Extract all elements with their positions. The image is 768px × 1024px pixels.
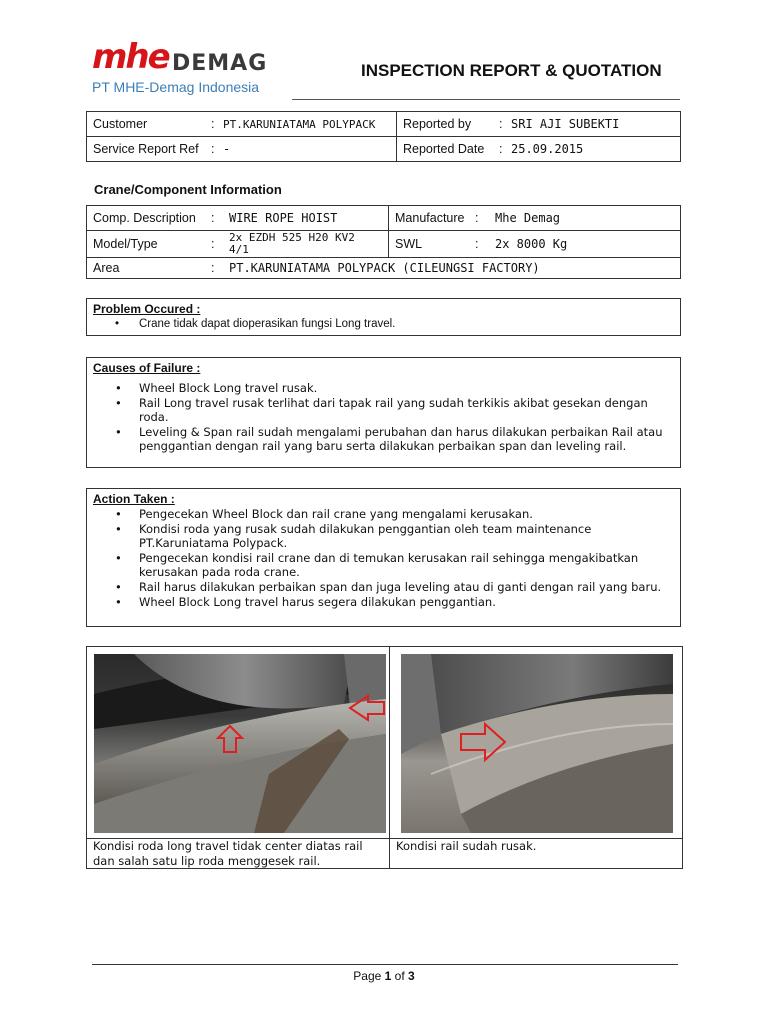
problem-list <box>93 317 674 332</box>
reported-by-label: Reported by <box>403 117 472 131</box>
reported-date-cell: Reported Date : 25.09.2015 <box>397 137 681 162</box>
comp-description-label: Comp. Description <box>93 211 196 225</box>
list-item: • Pengecekan Wheel Block dan rail crane yang mengalami kerusakan. <box>93 507 674 522</box>
model-type-value-line2: 4/1 <box>229 243 249 256</box>
photo-damaged-rail <box>401 654 673 833</box>
list-item: • Pengecekan kondisi rail crane dan di temukan kerusakan rail sehingga mengakibatkan kerusakan pada roda crane. <box>93 551 674 580</box>
action-box <box>86 488 681 627</box>
reported-date-value: 25.09.2015 <box>511 142 584 156</box>
customer-label: Customer <box>93 117 148 131</box>
photo-wheel-rail-image <box>94 654 386 833</box>
model-type-value-line1: 2x EZDH 525 H20 KV2 <box>229 231 355 244</box>
list-item: • Wheel Block Long travel harus segera dilakukan penggantian. <box>93 595 674 610</box>
comp-description-cell: Comp. Description : WIRE ROPE HOIST <box>87 206 389 231</box>
service-ref-value: - <box>223 142 231 156</box>
report-info-table <box>86 111 681 162</box>
demag-logo: DEMAG <box>172 51 268 76</box>
causes-box <box>86 357 681 468</box>
list-item: • Kondisi roda yang rusak sudah dilakukan penggantian oleh team maintenance PT.Karuniatama Polypack. <box>93 522 674 551</box>
reported-by-cell: Reported by : SRI AJI SUBEKTI <box>397 112 681 137</box>
list-item: • Crane tidak dapat dioperasikan fungsi Long travel. <box>93 317 674 332</box>
mhe-logo: mhe <box>92 37 169 77</box>
problem-box <box>86 298 681 336</box>
list-item: • Rail Long travel rusak terlihat dari tapak rail yang sudah terkikis akibat gesekan dengan roda. <box>93 396 674 425</box>
section-title-crane-info: Crane/Component Information <box>94 182 282 197</box>
list-item: • Leveling & Span rail sudah mengalami perubahan dan harus dilakukan perbaikan Rail atau penggantian dengan rail yang baru serta dilakukan perbaikan span dan leveling rail. <box>93 425 674 454</box>
reported-by-value: SRI AJI SUBEKTI <box>511 117 620 131</box>
swl-label: SWL <box>395 237 423 251</box>
causes-list <box>93 381 674 454</box>
causes-title: Causes of Failure : <box>93 361 201 375</box>
area-value: PT.KARUNIATAMA POLYPACK (CILEUNGSI FACTORY) <box>229 261 540 275</box>
problem-title: Problem Occured : <box>93 302 201 316</box>
page-number: Page 1 of 3 <box>353 969 415 983</box>
crane-info-table <box>86 205 681 279</box>
swl-value: 2x 8000 Kg <box>495 237 568 251</box>
list-item: • Wheel Block Long travel rusak. <box>93 381 674 396</box>
model-type-label: Model/Type <box>93 237 158 251</box>
manufacture-cell: Manufacture : Mhe Demag <box>389 206 681 231</box>
swl-cell: SWL : 2x 8000 Kg <box>389 231 681 258</box>
caption-right: Kondisi rail sudah rusak. <box>396 839 537 853</box>
company-name: PT MHE-Demag Indonesia <box>92 79 260 95</box>
photo-wheel-rail <box>94 654 386 833</box>
area-cell: Area : PT.KARUNIATAMA POLYPACK (CILEUNGSI FACTORY) <box>87 258 681 279</box>
reported-date-label: Reported Date <box>403 142 485 156</box>
list-item: • Rail harus dilakukan perbaikan span dan juga leveling atau di ganti dengan rail yang baru. <box>93 580 674 595</box>
page-title: INSPECTION REPORT & QUOTATION <box>361 61 662 80</box>
model-type-cell: Model/Type : 2x EZDH 525 H20 KV2 4/1 <box>87 231 389 258</box>
footer-divider <box>92 964 678 965</box>
caption-left: Kondisi roda long travel tidak center diatas rail dan salah satu lip roda menggesek rail. <box>93 839 363 868</box>
comp-description-value: WIRE ROPE HOIST <box>229 211 338 225</box>
header-divider <box>292 99 680 100</box>
photo-damaged-rail-image <box>401 654 673 833</box>
action-title: Action Taken : <box>93 492 175 506</box>
photo-divider <box>389 646 390 869</box>
customer-cell: Customer : PT.KARUNIATAMA POLYPACK <box>87 112 397 137</box>
action-list <box>93 507 674 609</box>
manufacture-value: Mhe Demag <box>495 211 561 225</box>
manufacture-label: Manufacture <box>395 211 465 225</box>
area-label: Area <box>93 261 120 275</box>
customer-value: PT.KARUNIATAMA POLYPACK <box>223 118 376 131</box>
service-ref-label: Service Report Ref <box>93 142 199 156</box>
service-ref-cell: Service Report Ref : - <box>87 137 397 162</box>
